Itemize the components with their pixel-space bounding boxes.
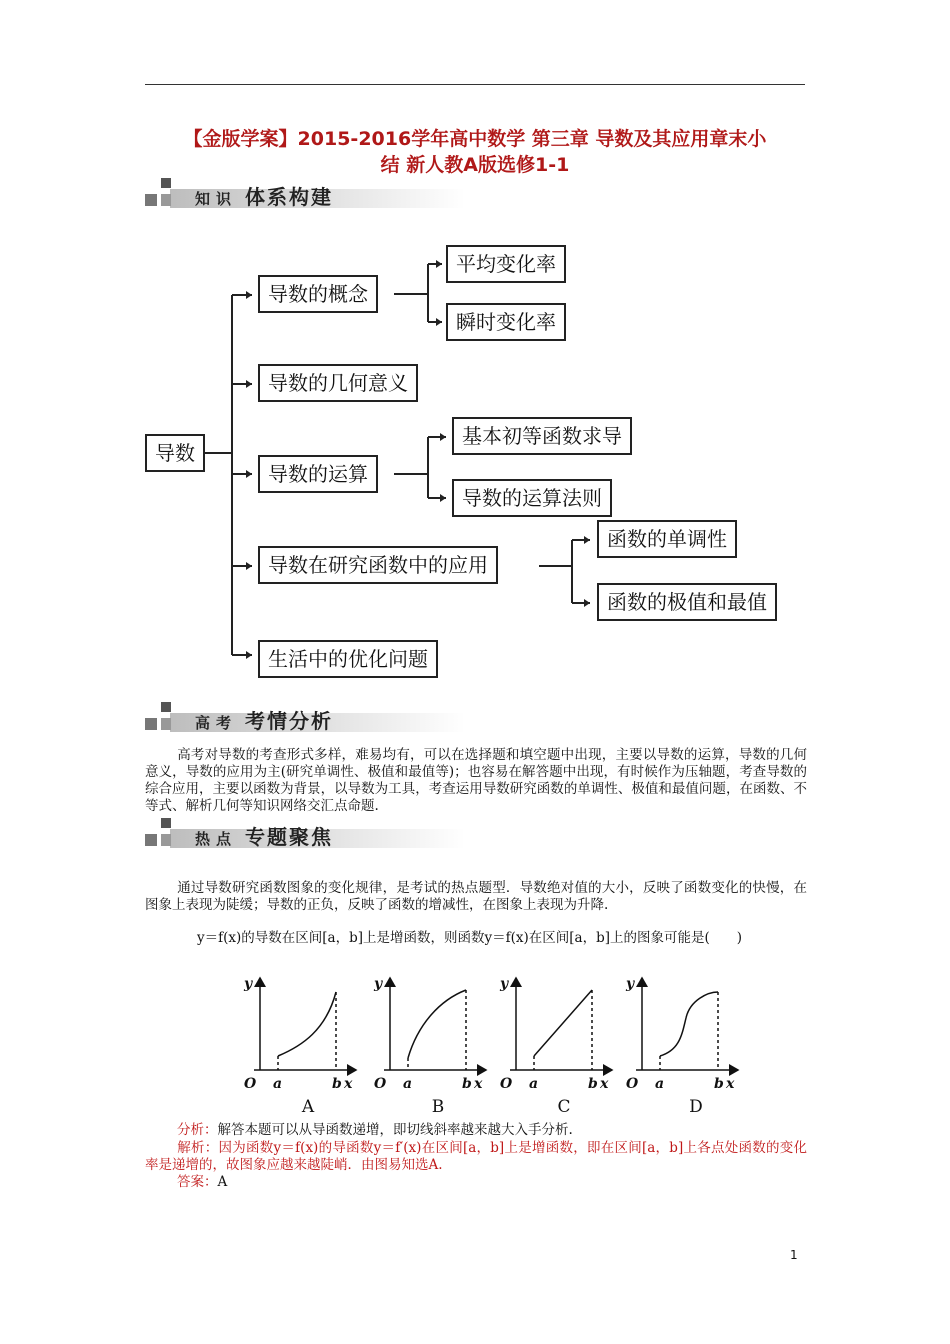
graph-b-x-label: x <box>474 1076 483 1092</box>
node-root: 导数 <box>145 434 205 472</box>
graph-b-b: b <box>462 1076 472 1092</box>
graph-c-origin: O <box>500 1076 513 1092</box>
node-inst-rate: 瞬时变化率 <box>446 303 566 341</box>
node-avg-rate: 平均变化率 <box>446 245 566 283</box>
exam-paragraph <box>145 747 807 815</box>
node-extrema: 函数的极值和最值 <box>597 583 777 621</box>
graph-c-a: a <box>529 1076 539 1092</box>
banner-large-text: 专题聚焦 <box>245 825 334 849</box>
section-banner-hot <box>145 818 465 858</box>
graph-c-y-label: y <box>500 976 509 992</box>
graph-c-x-label: x <box>600 1076 609 1092</box>
graph-a-x-label: x <box>344 1076 353 1092</box>
option-c-label: C <box>557 1097 571 1117</box>
solution-label: 解析： <box>177 1140 219 1156</box>
graph-a-origin: O <box>244 1076 257 1092</box>
question-text: y＝f(x)的导数在区间[a，b]上是增函数，则函数y＝f(x)在区间[a，b]上的图象可能是( ) <box>197 930 743 946</box>
graph-d-y-label: y <box>626 976 635 992</box>
answer-label: 答案： <box>177 1174 218 1190</box>
node-rules: 导数的运算法则 <box>452 479 612 517</box>
option-a-label: A <box>301 1097 315 1117</box>
graph-d-b: b <box>714 1076 724 1092</box>
analysis-text: 解答本题可以从导函数递增，即切线斜率越来越大入手分析. <box>217 1122 573 1138</box>
graph-a <box>254 978 356 1070</box>
banner-large-text: 考情分析 <box>245 709 334 733</box>
node-concept: 导数的概念 <box>258 275 378 313</box>
graph-b-a: a <box>403 1076 413 1092</box>
node-monotonic: 函数的单调性 <box>597 520 737 558</box>
answer <box>145 1174 807 1191</box>
option-graphs <box>230 970 770 1118</box>
graph-d-x-label: x <box>726 1076 735 1092</box>
hot-paragraph <box>145 880 807 914</box>
solution-text: 因为函数y＝f(x)的导函数y＝f′(x)在区间[a，b]上是增函数，即在区间[a，b]上各点处函数的变化率是递增的，故图象应越来越陡峭．由图易知选A. <box>145 1140 808 1173</box>
graph-b-y-label: y <box>374 976 383 992</box>
banner-small-text: 知识 <box>195 190 238 208</box>
node-basic-derivs: 基本初等函数求导 <box>452 417 632 455</box>
node-application: 导数在研究函数中的应用 <box>258 546 498 584</box>
banner-small-text: 热点 <box>195 830 238 848</box>
graph-a-y-label: y <box>244 976 253 992</box>
graph-d <box>636 978 738 1070</box>
analysis <box>145 1122 807 1139</box>
node-geometry: 导数的几何意义 <box>258 364 418 402</box>
banner-small-text: 高考 <box>195 714 238 732</box>
page-number: 1 <box>790 1248 798 1262</box>
graph-c-b: b <box>588 1076 598 1092</box>
graph-a-b: b <box>332 1076 342 1092</box>
question <box>145 930 807 947</box>
answer-value: A <box>217 1174 228 1190</box>
graph-a-a: a <box>273 1076 283 1092</box>
solution <box>145 1140 807 1174</box>
node-optimization: 生活中的优化问题 <box>258 640 438 678</box>
node-operation: 导数的运算 <box>258 455 378 493</box>
graph-d-a: a <box>655 1076 665 1092</box>
hot-paragraph-text: 通过导数研究函数图象的变化规律，是考试的热点题型．导数绝对值的大小，反映了函数变化的快慢，在图象上表现为陡缓；导数的正负，反映了函数的增减性，在图象上表现为升降. <box>145 880 807 913</box>
graph-b <box>384 978 486 1070</box>
title-line-1: 【金版学案】2015-2016学年高中数学 第三章 导数及其应用章末小 <box>183 128 767 150</box>
section-banner-exam <box>145 702 465 742</box>
analysis-label: 分析： <box>177 1122 218 1138</box>
option-d-label: D <box>689 1097 703 1117</box>
exam-paragraph-text: 高考对导数的考查形式多样，难易均有，可以在选择题和填空题中出现，主要以导数的运算，导数的几何意义，导数的应用为主(研究单调性、极值和最值等)；也容易在解答题中出现，有时候作为压轴题，考查导数的综合应用，主要以函数为背景，以导数为工具，考查运用导数研究函数的单调性、极值和最值问题，在函数、不等式、解析几何等知识网络交汇点命题. <box>145 747 807 814</box>
option-b-label: B <box>431 1097 445 1117</box>
banner-large-text: 体系构建 <box>245 185 334 209</box>
graph-c <box>510 978 612 1070</box>
graph-d-origin: O <box>626 1076 639 1092</box>
title-line-2: 结 新人教A版选修1-1 <box>380 154 570 176</box>
graph-b-origin: O <box>374 1076 387 1092</box>
